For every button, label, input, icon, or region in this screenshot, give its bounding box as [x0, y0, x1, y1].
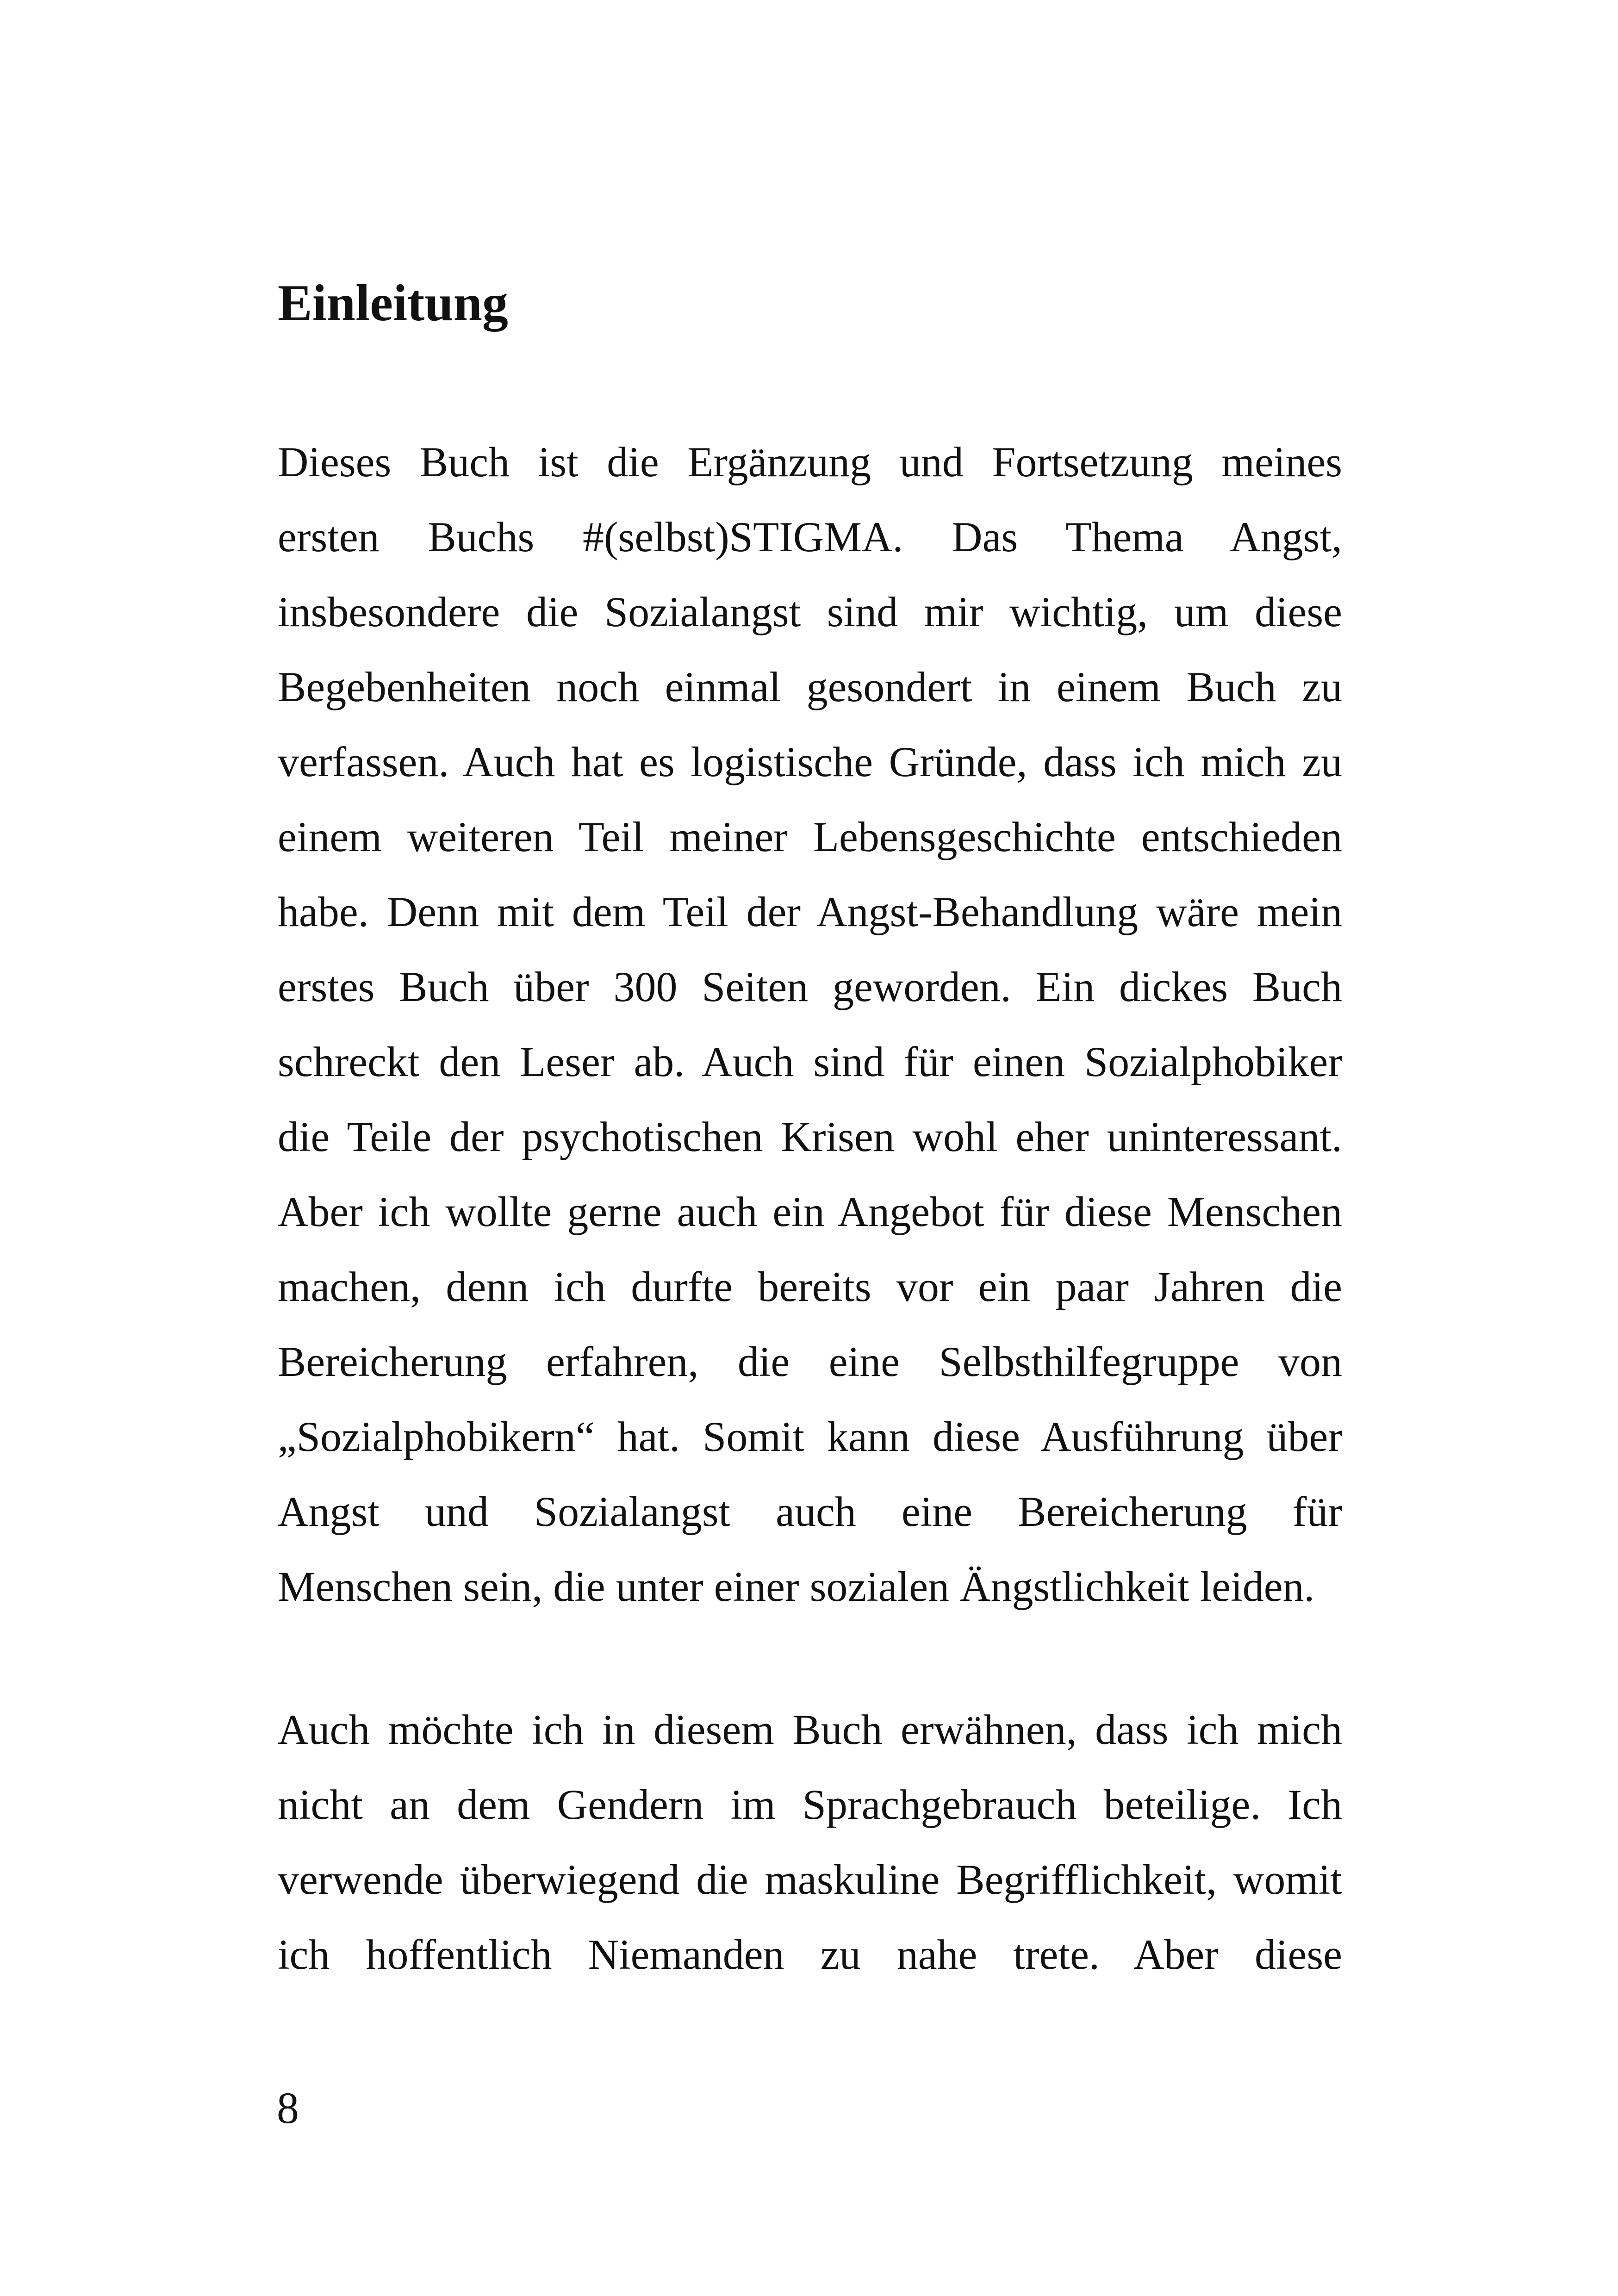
text-line: Aber ich wollte gerne auch ein Angebot für diese Menschen: [278, 1188, 1342, 1235]
text-line: erstes Buch über 300 Seiten geworden. Ein dickes Buch: [278, 963, 1342, 1010]
text-line: verfassen. Auch hat es logistische Gründe, dass ich mich zu: [278, 738, 1342, 785]
page-number: 8: [277, 2083, 299, 2133]
text-line: insbesondere die Sozialangst sind mir wichtig, um diese: [278, 588, 1342, 635]
text-line: nicht an dem Gendern im Sprachgebrauch beteilige. Ich: [278, 1781, 1342, 1828]
text-line: verwende überwiegend die maskuline Begrifflichkeit, womit: [278, 1856, 1342, 1903]
paragraph-2: [278, 1692, 1342, 1992]
text-line: ich hoffentlich Niemanden zu nahe trete. Aber diese: [278, 1931, 1342, 1978]
text-line: ersten Buchs #(selbst)STIGMA. Das Thema Angst,: [278, 513, 1342, 560]
text-line: habe. Denn mit dem Teil der Angst-Behandlung wäre mein: [278, 888, 1342, 935]
text-line: die Teile der psychotischen Krisen wohl eher uninteressant.: [278, 1113, 1342, 1160]
text-line: machen, denn ich durfte bereits vor ein paar Jahren die: [278, 1263, 1342, 1310]
text-line: schreckt den Leser ab. Auch sind für einen Sozialphobiker: [278, 1038, 1342, 1085]
text-line: Auch möchte ich in diesem Buch erwähnen, dass ich mich: [278, 1706, 1342, 1753]
text-line: Begebenheiten noch einmal gesondert in einem Buch zu: [278, 663, 1342, 710]
text-line: Menschen sein, die unter einer sozialen Ängstlichkeit leiden.: [278, 1563, 1315, 1610]
paragraph-1: [278, 424, 1342, 1624]
text-line: Bereicherung erfahren, die eine Selbsthilfegruppe von: [278, 1338, 1342, 1385]
text-line: einem weiteren Teil meiner Lebensgeschichte entschieden: [278, 813, 1342, 860]
text-line: Dieses Buch ist die Ergänzung und Fortsetzung meines: [278, 438, 1342, 485]
text-line: „Sozialphobikern“ hat. Somit kann diese Ausführung über: [278, 1413, 1342, 1460]
chapter-heading: Einleitung: [278, 274, 508, 332]
text-line: Angst und Sozialangst auch eine Bereicherung für: [278, 1488, 1342, 1535]
